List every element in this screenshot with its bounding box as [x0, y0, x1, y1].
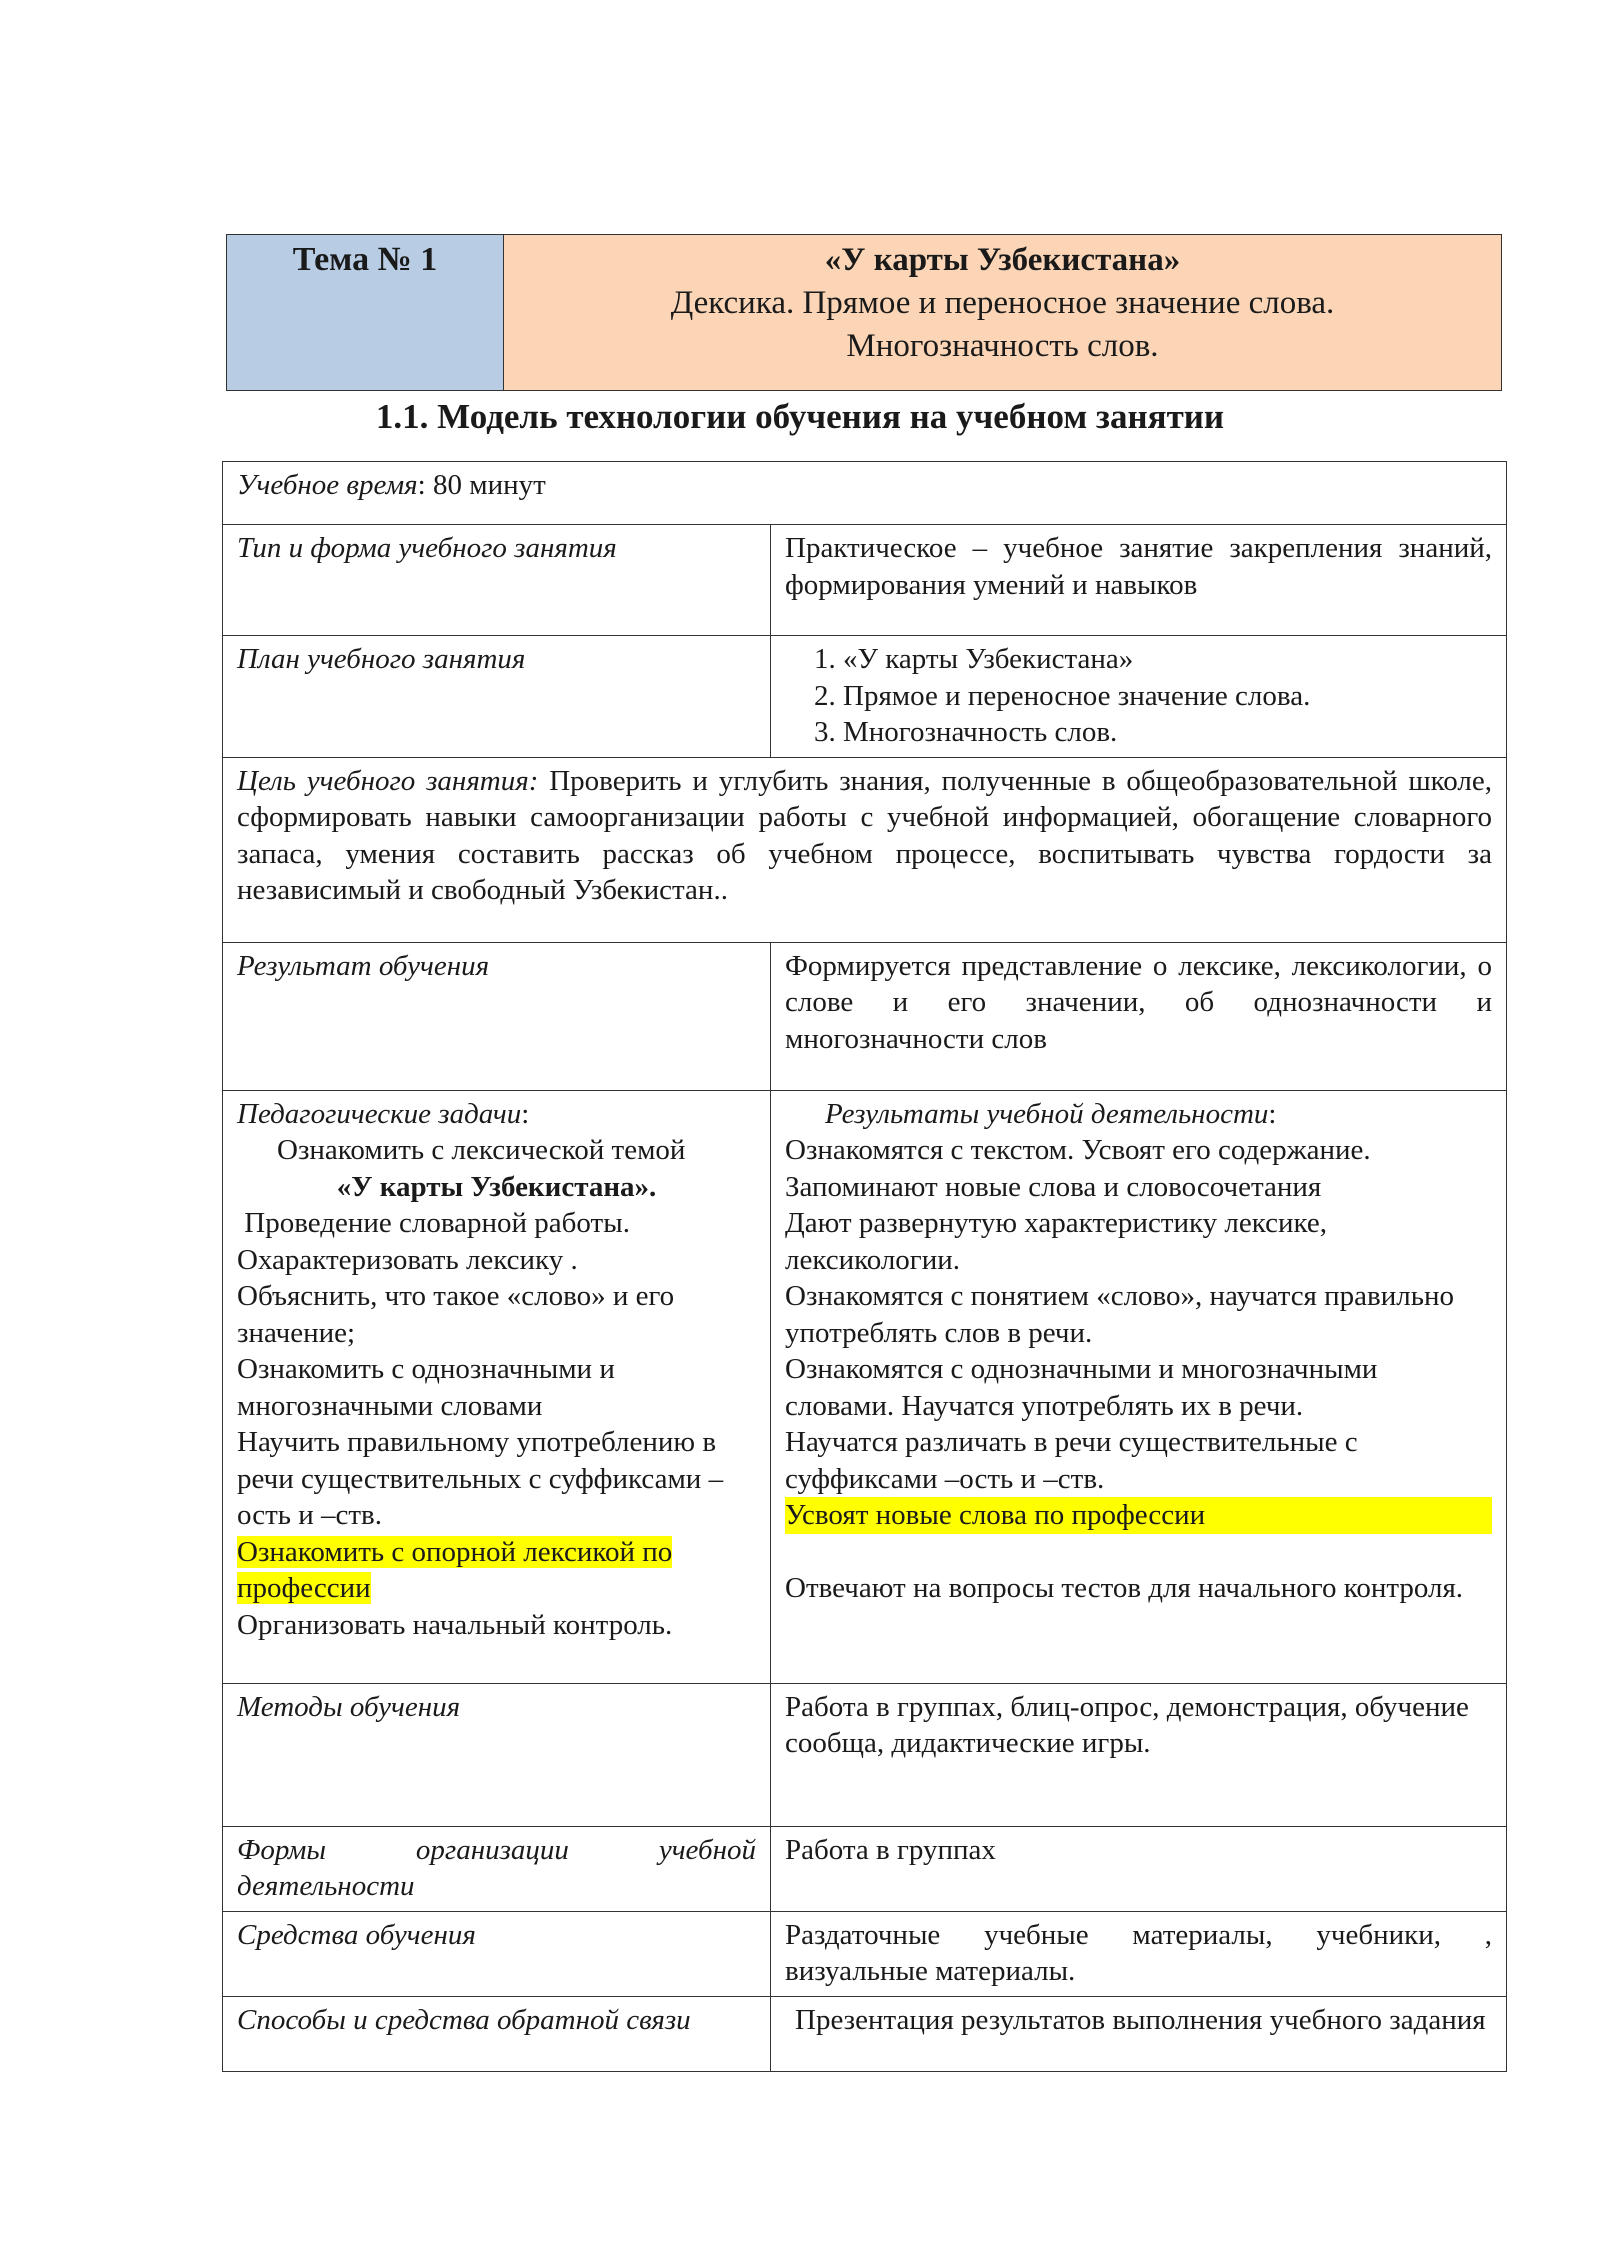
task-line-highlighted: Ознакомить с опорной лексикой по профессии: [237, 1535, 673, 1604]
topic-header-table: [226, 234, 1502, 391]
forms-value: Работа в группах: [771, 1826, 1507, 1911]
topic-title: «У карты Узбекистана»: [824, 242, 1181, 278]
goal-cell: [223, 757, 1507, 942]
plan-item: 1. «У карты Узбекистана»: [843, 641, 1492, 678]
plan-item: 2. Прямое и переносное значение слова.: [843, 678, 1492, 715]
activity-line: Запоминают новые слова и словосочетания: [785, 1170, 1322, 1203]
means-label: Средства обучения: [223, 1911, 771, 1996]
goal-label: Цель учебного занятия:: [237, 764, 539, 797]
result-value: Формируется представление о лексике, лексикологии, о слове и его значении, об однозначности и многозначности слов: [771, 942, 1507, 1090]
activity-line: Научатся различать в речи существительные с суффиксами –ость и –ств.: [785, 1426, 1358, 1495]
row-study-time: [223, 462, 1507, 525]
task-line: Проведение словарной работы.: [237, 1207, 630, 1239]
row-means: [223, 1911, 1507, 1996]
type-form-label: Тип и форма учебного занятия: [223, 525, 771, 636]
task-line: Ознакомить с однозначными и многозначными словами: [237, 1353, 615, 1422]
forms-label: Формы организации учебной деятельности: [223, 1826, 771, 1911]
plan-item: 3. Многозначность слов.: [843, 714, 1492, 751]
plan-list: [785, 641, 1492, 751]
activity-line: Отвечают на вопросы тестов для начального контроля.: [785, 1572, 1464, 1604]
row-plan: [223, 636, 1507, 758]
task-line-topic: «У карты Узбекистана».: [336, 1170, 657, 1203]
tasks-cell: [223, 1090, 771, 1683]
row-result: [223, 942, 1507, 1090]
feedback-value: Презентация результатов выполнения учебного задания: [771, 1996, 1507, 2071]
task-line: Охарактеризовать лексику .: [237, 1243, 578, 1276]
activity-blank-line: [785, 1534, 1492, 1571]
row-forms: [223, 1826, 1507, 1911]
type-form-value: Практическое – учебное занятие закрепления знаний, формирования умений и навыков: [771, 525, 1507, 636]
activity-line-highlighted: Усвоят новые слова по профессии: [785, 1497, 1492, 1534]
activity-cell: [771, 1090, 1507, 1683]
row-goal: [223, 757, 1507, 942]
activity-line: Ознакомятся с текстом. Усвоят его содержание.: [785, 1134, 1371, 1166]
topic-title-cell: [504, 235, 1502, 391]
row-type-form: [223, 525, 1507, 636]
tasks-label: Педагогические задачи: [237, 1097, 522, 1130]
activity-line: Ознакомятся с понятием «слово», научатся правильно употреблять слов в речи.: [785, 1280, 1454, 1349]
activity-label-colon: :: [1268, 1097, 1277, 1130]
plan-cell: [771, 636, 1507, 758]
task-line: Ознакомить с лексической темой: [277, 1134, 686, 1166]
goal-text: Проверить и углубить знания, полученные в общеобразовательной школе, сформировать навыки самоорганизации работы с учебной информацией, обогащение словарного запаса, умения составить рассказ об учебном процессе, воспитывать чувства гордости за независимый и свободный Узбекистан..: [237, 764, 1492, 906]
row-tasks: [223, 1090, 1507, 1683]
activity-line: Дают развернутую характеристику лексике, лексикологии.: [785, 1207, 1328, 1276]
feedback-label: Способы и средства обратной связи: [223, 1996, 771, 2071]
task-line: Научить правильному употреблению в речи существительных с суффиксами –ость и –ств.: [237, 1426, 724, 1531]
means-value: Раздаточные учебные материалы, учебники, , визуальные материалы.: [771, 1911, 1507, 1996]
topic-number: Тема № 1: [227, 235, 504, 391]
lesson-model-table: [222, 461, 1507, 2072]
tasks-label-colon: :: [521, 1097, 530, 1130]
plan-label: План учебного занятия: [223, 636, 771, 758]
activity-line: Ознакомятся с однозначными и многозначными словами. Научатся употреблять их в речи.: [785, 1353, 1378, 1422]
study-time-cell: [223, 462, 1507, 525]
task-line: Организовать начальный контроль.: [237, 1608, 673, 1641]
topic-subtitle-2: Многозначность слов.: [846, 328, 1159, 364]
study-time-label: Учебное время: [237, 469, 418, 501]
row-methods: [223, 1683, 1507, 1826]
result-label: Результат обучения: [223, 942, 771, 1090]
row-feedback: [223, 1996, 1507, 2071]
task-line: Объяснить, что такое «слово» и его значение;: [237, 1280, 675, 1349]
study-time-value: : 80 минут: [417, 469, 546, 501]
activity-label: Результаты учебной деятельности: [825, 1097, 1269, 1130]
methods-label: Методы обучения: [223, 1683, 771, 1826]
topic-subtitle-1: Дексика. Прямое и переносное значение слова.: [670, 285, 1335, 321]
section-heading: 1.1. Модель технологии обучения на учебном занятии: [375, 397, 1225, 436]
methods-value: Работа в группах, блиц-опрос, демонстрация, обучение сообща, дидактические игры.: [771, 1683, 1507, 1826]
